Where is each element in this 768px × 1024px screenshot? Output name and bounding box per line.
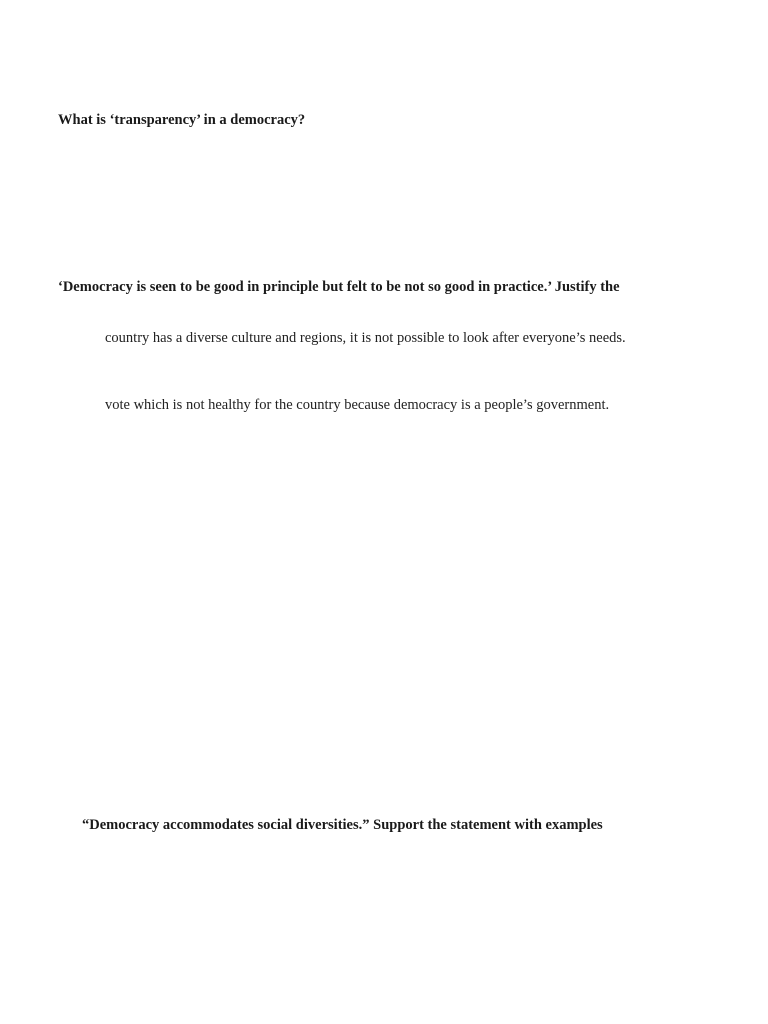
question-democracy-principle-practice: ‘Democracy is seen to be good in principle but felt to be not so good in practice.’ Justify the [58,279,620,295]
question-social-diversities: “Democracy accommodates social diversities.” Support the statement with examples [82,817,603,833]
answer-line-diverse-culture: country has a diverse culture and regions, it is not possible to look after everyone’s needs. [105,330,626,346]
answer-line-peoples-government: vote which is not healthy for the country because democracy is a people’s government. [105,397,610,413]
question-transparency: What is ‘transparency’ in a democracy? [58,112,306,128]
